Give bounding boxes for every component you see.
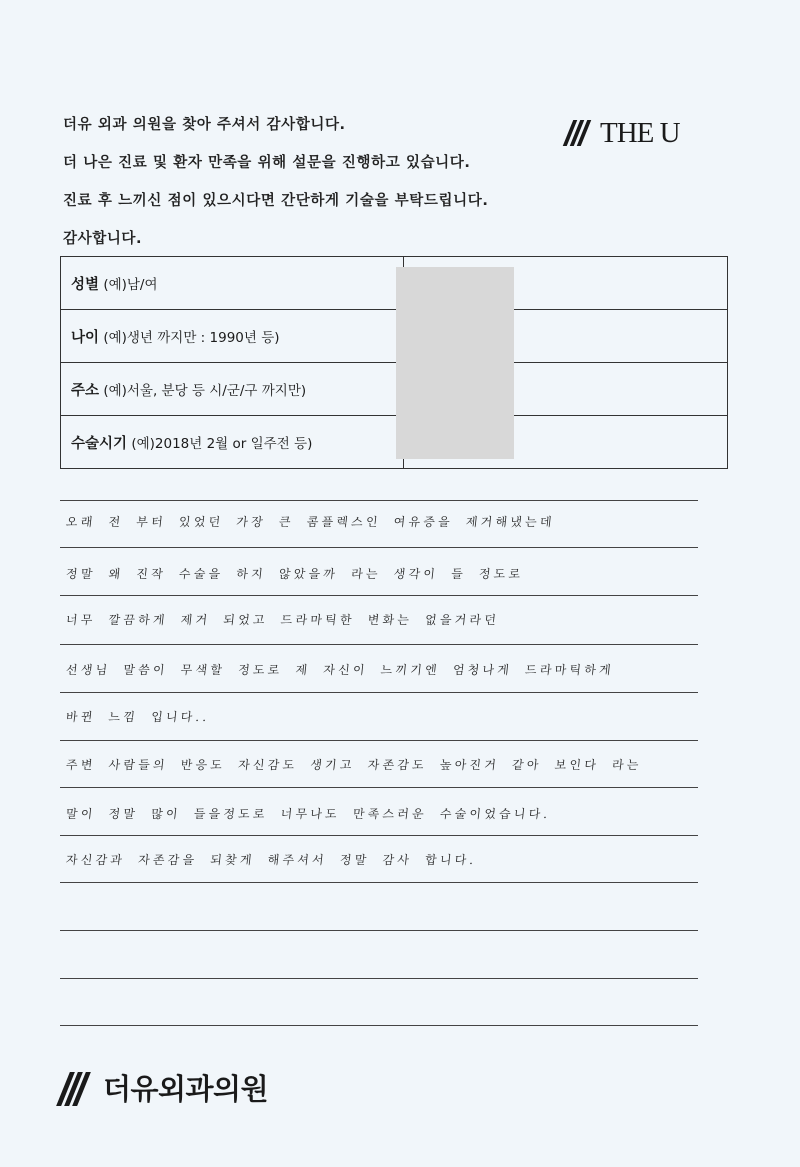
handwritten-line: 주변 사람들의 반응도 자신감도 생기고 자존감도 높아진거 같아 보인다 라는 bbox=[65, 758, 643, 772]
handwritten-line: 말이 정말 많이 들을정도로 너무나도 만족스러운 수술이었습니다. bbox=[65, 807, 552, 821]
comment-area bbox=[60, 0, 698, 1167]
writing-line bbox=[60, 1025, 698, 1026]
handwritten-line: 선생님 말씀이 무색할 정도로 제 자신이 느끼기엔 엄청나게 드라마틱하게 bbox=[65, 663, 615, 677]
intro-line: 감사합니다. bbox=[63, 231, 143, 247]
handwritten-line: 너무 깔끔하게 제거 되었고 드라마틱한 변화는 없을거라던 bbox=[65, 613, 500, 627]
intro-line: 더 나은 진료 및 환자 만족을 위해 설문을 진행하고 있습니다. bbox=[63, 155, 471, 171]
writing-line bbox=[60, 787, 698, 788]
info-key: 수술시기 bbox=[71, 435, 128, 452]
handwritten-line: 정말 왜 진작 수술을 하지 않았을까 라는 생각이 들 정도로 bbox=[65, 567, 525, 581]
clinic-logo-bottom bbox=[63, 1072, 268, 1106]
logo-top-text: THE U bbox=[600, 117, 680, 149]
writing-line bbox=[60, 500, 698, 501]
writing-line bbox=[60, 595, 698, 596]
intro-line: 진료 후 느끼신 점이 있으시다면 간단하게 기술을 부탁드립니다. bbox=[63, 193, 489, 209]
writing-line bbox=[60, 547, 698, 548]
info-hint: (예)2018년 2월 or 일주전 등) bbox=[131, 435, 313, 452]
intro-line: 더유 외과 의원을 찾아 주셔서 감사합니다. bbox=[63, 117, 346, 133]
info-hint: (예)서울, 분당 등 시/군/구 까지만) bbox=[103, 382, 307, 399]
info-key: 주소 bbox=[71, 382, 100, 399]
writing-line bbox=[60, 692, 698, 693]
info-hint: (예)생년 까지만 : 1990년 등) bbox=[103, 329, 280, 346]
logo-mark-icon bbox=[63, 1072, 101, 1106]
writing-line bbox=[60, 835, 698, 836]
writing-line bbox=[60, 978, 698, 979]
writing-line bbox=[60, 882, 698, 883]
writing-line bbox=[60, 644, 698, 645]
handwritten-line: 바뀐 느낌 입니다.. bbox=[65, 710, 211, 724]
writing-line bbox=[60, 930, 698, 931]
writing-line bbox=[60, 740, 698, 741]
info-key: 나이 bbox=[71, 329, 100, 346]
info-hint: (예)남/여 bbox=[103, 276, 158, 293]
handwritten-line: 자신감과 자존감을 되찾게 해주셔서 정말 감사 합니다. bbox=[65, 853, 478, 867]
logo-bottom-text: 더유외과의원 bbox=[103, 1072, 269, 1106]
info-key: 성별 bbox=[71, 276, 100, 293]
handwritten-line: 오래 전 부터 있었던 가장 큰 콤플렉스인 여유증을 제거해냈는데 bbox=[65, 515, 556, 529]
